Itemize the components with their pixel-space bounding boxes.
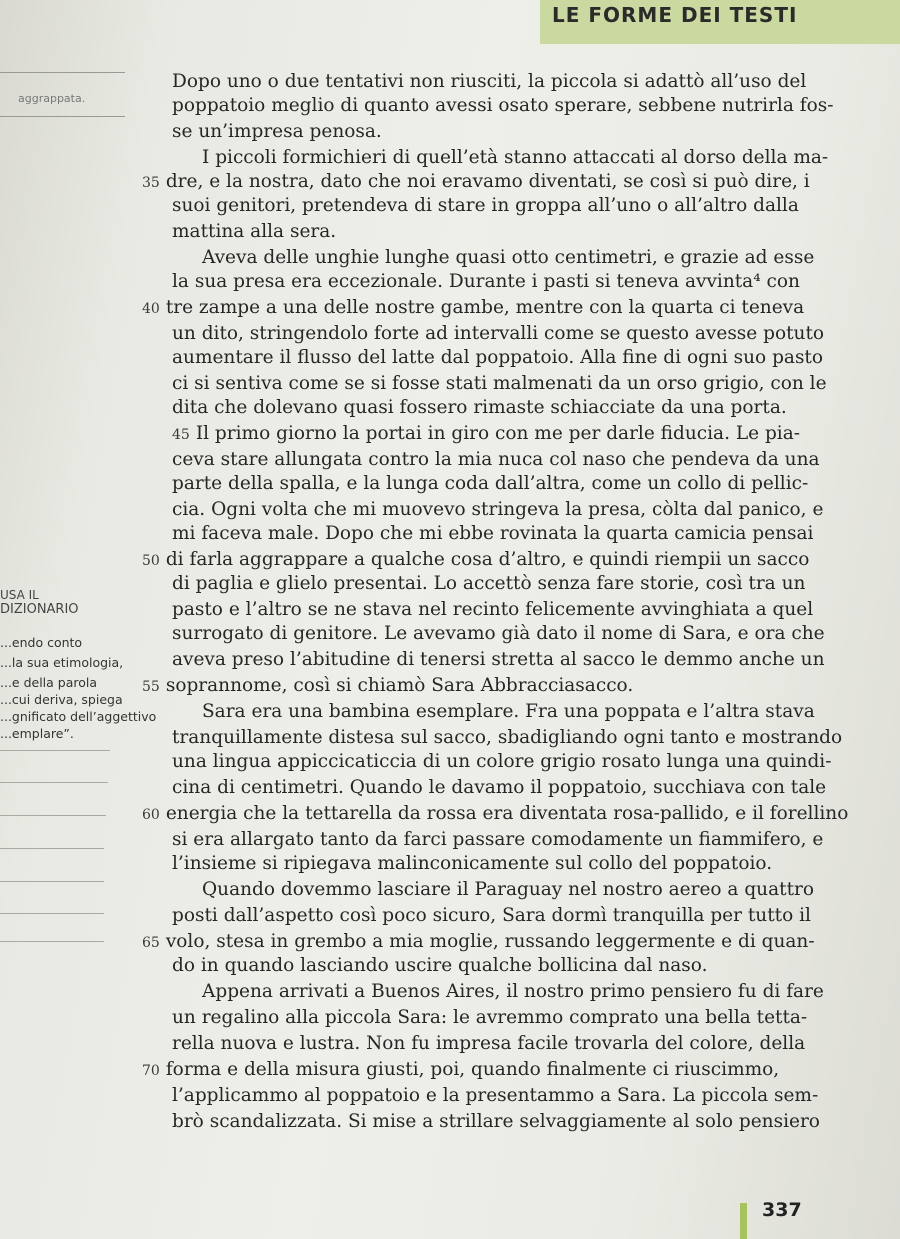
line-number: 50	[142, 553, 160, 569]
body-line	[172, 1110, 820, 1134]
page-tab	[740, 1203, 747, 1239]
line-text: l’insieme si ripiegava malinconicamente sul collo del poppatoio.	[172, 853, 773, 874]
line-text: mattina alla sera.	[172, 221, 337, 242]
line-text: poppatoio meglio di quanto avessi osato sperare, sebbene nutrirla fos-	[172, 95, 834, 116]
body-line	[172, 648, 825, 672]
body-line	[172, 396, 787, 420]
line-text: se un’impresa penosa.	[172, 121, 382, 142]
body-line	[202, 980, 824, 1004]
line-text: dre, e la nostra, dato che noi eravamo diventati, se così si può dire, i	[165, 171, 810, 192]
blank-answer-line[interactable]	[0, 815, 106, 816]
body-line	[172, 522, 813, 546]
margin-rule	[0, 72, 125, 73]
dictionary-heading-line2: DIZIONARIO	[0, 602, 79, 617]
dictionary-line: ...gnificato dell’aggettivo	[0, 709, 157, 724]
body-line	[172, 828, 823, 852]
body-line	[142, 170, 810, 195]
blank-answer-line[interactable]	[0, 881, 104, 882]
page-number: 337	[762, 1199, 802, 1221]
line-text: Aveva delle unghie lunghe quasi otto centimetri, e grazie ad esse	[202, 247, 815, 268]
body-line	[172, 750, 831, 774]
line-text: Dopo uno o due tentativi non riusciti, la piccola si adattò all’uso del	[172, 71, 807, 92]
body-line	[202, 146, 828, 170]
body-line	[202, 246, 814, 270]
line-text: soprannome, così si chiamò Sara Abbracciasacco.	[165, 675, 634, 696]
line-text: ci si sentiva come se si fosse stati malmenati da un orso grigio, con le	[172, 373, 827, 394]
section-title: LE FORME DEI TESTI	[552, 3, 798, 27]
body-line	[172, 1006, 807, 1030]
line-text: Quando dovemmo lasciare il Paraguay nel nostro aereo a quattro	[202, 879, 814, 900]
dictionary-line: ...endo conto	[0, 635, 83, 650]
line-text: rella nuova e lustra. Non fu impresa facile trovarla del colore, della	[172, 1033, 806, 1054]
body-line	[172, 852, 772, 876]
body-line	[172, 70, 806, 94]
blank-answer-line[interactable]	[0, 913, 104, 914]
body-line	[172, 572, 805, 596]
margin-note: aggrappata.	[18, 92, 86, 105]
line-text: energia che la tettarella da rossa era diventata rosa-pallido, e il forellino	[165, 803, 849, 824]
line-text: la sua presa era eccezionale. Durante i pasti si teneva avvinta⁴ con	[172, 271, 800, 292]
body-line	[172, 220, 336, 244]
line-text: dita che dolevano quasi fossero rimaste schiacciate da una porta.	[172, 397, 787, 418]
body-line	[172, 1032, 805, 1056]
blank-answer-line[interactable]	[0, 782, 108, 783]
body-line	[142, 802, 848, 827]
blank-answer-line[interactable]	[0, 750, 110, 751]
dictionary-line: ...cui deriva, spiega	[0, 692, 123, 707]
line-text: l’applicammo al poppatoio e la presentammo a Sara. La piccola sem-	[172, 1085, 819, 1106]
line-text: si era allargato tanto da farci passare comodamente un fiammifero, e	[172, 829, 824, 850]
body-line	[202, 878, 814, 902]
line-text: ceva stare allungata contro la mia nuca col naso che pendeva da una	[172, 449, 820, 470]
body-line	[172, 726, 842, 750]
dictionary-heading-line1: USA IL	[0, 588, 39, 602]
line-text: pasto e l’altro se ne stava nel recinto felicemente avvinghiata a quel	[172, 599, 814, 620]
line-text: forma e della misura giusti, poi, quando finalmente ci riuscimmo,	[165, 1059, 780, 1080]
body-line	[172, 194, 799, 218]
line-number: 70	[142, 1063, 160, 1079]
body-line	[172, 498, 823, 522]
body-line	[172, 904, 811, 928]
line-text: tre zampe a una delle nostre gambe, mentre con la quarta ci teneva	[165, 297, 805, 318]
line-number: 60	[142, 807, 160, 823]
dictionary-line: ...emplare”.	[0, 726, 74, 741]
body-line	[172, 776, 826, 800]
body-line	[142, 1058, 779, 1083]
body-line	[172, 120, 382, 144]
line-text: aumentare il flusso del latte dal poppatoio. Alla fine di ogni suo pasto	[172, 347, 824, 368]
margin-rule	[0, 116, 125, 117]
line-text: un dito, stringendolo forte ad intervalli come se questo avesse potuto	[172, 323, 825, 344]
body-line	[172, 322, 824, 346]
body-line	[172, 270, 800, 294]
line-text: aveva preso l’abitudine di tenersi stretta al sacco le demmo anche un	[172, 649, 825, 670]
line-number: 40	[142, 301, 160, 317]
line-text: una lingua appiccicaticcia di un colore grigio rosato lunga una quindi-	[172, 751, 832, 772]
body-line	[172, 422, 800, 447]
body-line	[172, 954, 707, 978]
line-number: 65	[142, 935, 160, 951]
body-line	[142, 930, 815, 955]
body-line	[142, 548, 809, 573]
body-line	[172, 1084, 818, 1108]
body-line	[172, 472, 808, 496]
line-text: suoi genitori, pretendeva di stare in groppa all’uno o all’altro dalla	[172, 195, 799, 216]
body-line	[142, 296, 804, 321]
line-text: posti dall’aspetto così poco sicuro, Sara dormì tranquilla per tutto il	[172, 905, 811, 926]
line-text: parte della spalla, e la lunga coda dall’altra, come un collo di pellic-	[172, 473, 809, 494]
line-number: 55	[142, 679, 160, 695]
line-text: Sara era una bambina esemplare. Fra una poppata e l’altra stava	[202, 701, 815, 722]
line-text: tranquillamente distesa sul sacco, sbadigliando ogni tanto e mostrando	[172, 727, 843, 748]
line-text: di farla aggrappare a qualche cosa d’altro, e quindi riempii un sacco	[165, 549, 810, 570]
line-text: do in quando lasciando uscire qualche bollicina dal naso.	[172, 955, 708, 976]
body-line	[172, 346, 823, 370]
line-text: cina di centimetri. Quando le davamo il poppatoio, succhiava con tale	[172, 777, 827, 798]
line-text: Il primo giorno la portai in giro con me per darle fiducia. Le pia-	[195, 423, 800, 444]
line-text: mi faceva male. Dopo che mi ebbe rovinata la quarta camicia pensai	[172, 523, 814, 544]
line-text: cia. Ogni volta che mi muovevo stringeva la presa, còlta dal panico, e	[172, 499, 824, 520]
line-number: 45	[172, 427, 190, 443]
line-text: Appena arrivati a Buenos Aires, il nostro primo pensiero fu di fare	[202, 981, 824, 1002]
line-text: brò scandalizzata. Si mise a strillare selvaggiamente al solo pensiero	[172, 1111, 820, 1132]
body-line	[172, 448, 820, 472]
line-text: un regalino alla piccola Sara: le avremmo comprato una bella tetta-	[172, 1007, 808, 1028]
line-text: surrogato di genitore. Le avevamo già dato il nome di Sara, e ora che	[172, 623, 825, 644]
dictionary-line: ...la sua etimologia,	[0, 655, 124, 670]
body-line	[142, 674, 633, 699]
body-line	[172, 372, 827, 396]
line-text: volo, stesa in grembo a mia moglie, russando leggermente e di quan-	[165, 931, 815, 952]
body-line	[172, 622, 825, 646]
blank-answer-line[interactable]	[0, 941, 104, 942]
dictionary-line: ...e della parola	[0, 675, 98, 690]
line-number: 35	[142, 175, 160, 191]
line-text: di paglia e glielo presentai. Lo accettò senza fare storie, così tra un	[172, 573, 806, 594]
blank-answer-line[interactable]	[0, 848, 104, 849]
body-line	[172, 598, 813, 622]
body-line	[172, 94, 833, 118]
body-line	[202, 700, 815, 724]
line-text: I piccoli formichieri di quell’età stanno attaccati al dorso della ma-	[202, 147, 829, 168]
